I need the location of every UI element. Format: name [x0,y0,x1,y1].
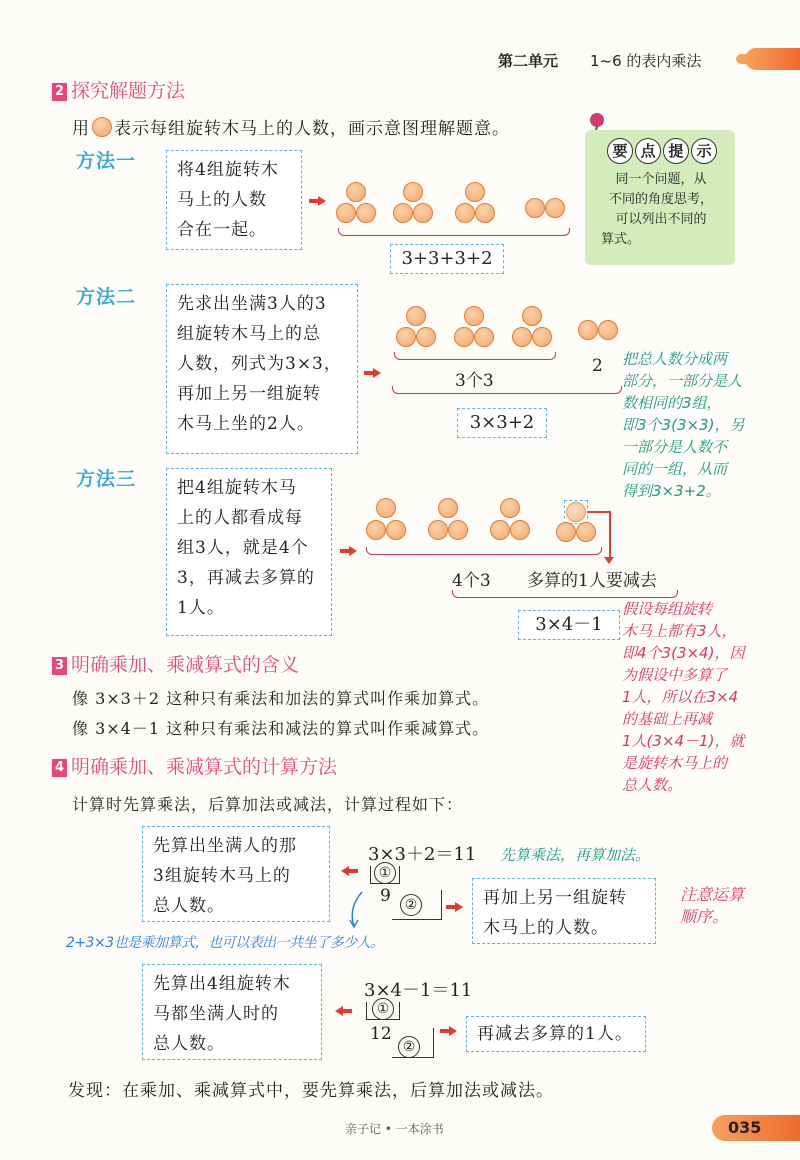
note-line: 注意运算 [680,885,745,904]
person-dot [393,203,413,223]
brace [392,386,622,394]
calc-1-intermediate: 9 [380,886,391,906]
arrow-right-icon [309,196,327,206]
person-dot [474,327,494,347]
person-dot [454,327,474,347]
calc-2-right-box [466,1016,646,1052]
arrow-left-icon [334,1006,352,1016]
person-dot [346,182,366,202]
calc-1-right-box [472,878,656,944]
method-3-expression: 3×4－1 [518,610,620,640]
note-line: 总人数。 [622,776,683,794]
person-dot [438,498,458,518]
note-line: 木马上都有3人， [622,622,737,640]
label-remainder: 2 [592,356,603,376]
calc-2-equation: 3×4－1＝11 [364,980,473,1001]
header-bar [745,48,800,70]
step-2-marker: ② [400,894,422,916]
label-groups: 4个3 [452,571,491,591]
note-line: 1人，所以在3×4 [622,688,739,706]
brace [394,352,556,360]
arrow-down-icon [604,557,614,564]
person-dot [556,522,576,542]
footer-brand: 亲子记 • 一本涂书 [345,1122,444,1136]
tip-char: 点 [635,138,661,164]
tip-char: 提 [663,138,689,164]
tip-heading [607,138,719,164]
box-line: 先求出坐满3人的3 [177,294,327,314]
note-line: 为假设中多算了 [622,666,728,684]
calc-1-left-box [142,826,330,922]
bracket [392,1028,434,1058]
tip-char: 要 [607,138,633,164]
section-title-text: 明确乘加、乘减算式的计算方法 [71,756,338,778]
tip-line: 不同的角度思考， [608,192,713,207]
person-dot [464,306,484,326]
person-dot [532,327,552,347]
box-line: 合在一起。 [177,220,267,240]
person-dot [545,198,565,218]
section-title-text: 探究解题方法 [71,80,186,102]
note-line: 把总人数分成两 [622,350,728,368]
pointer-line [609,511,611,559]
box-line: 木马上的人数。 [483,918,609,938]
box-line: 1人。 [177,598,225,618]
note-line: 顺序。 [680,907,729,926]
note-line: 部分，一部分是人 [622,372,743,390]
tip-card [585,130,735,265]
handwritten-note-pink [622,598,744,796]
section-number: 4 [52,759,67,777]
box-line: 木马上坐的2人。 [177,414,315,434]
step-1-marker: ① [372,998,394,1020]
box-line: 先算出坐满人的那 [153,836,297,856]
tip-line: 可以列出不同的 [615,212,707,227]
box-line: 先算出4组旋转木 [153,974,291,994]
note-line: 即3个3(3×3)，另 [622,416,745,434]
person-dot [406,306,426,326]
step-2-marker: ② [398,1036,420,1058]
person-dot [403,182,423,202]
handwritten-note-blue: 2+3×3也是乘加算式，也可以表出一共坐了多少人。 [66,935,384,951]
method-1-expression: 3+3+3+2 [390,244,504,274]
label-groups: 3个3 [455,371,494,391]
person-dot [455,203,475,223]
box-line: 再加上另一组旋转 [483,888,627,908]
method-1-box [166,150,302,250]
person-dot [448,520,468,540]
intro-line [72,114,510,139]
arrow-right-icon [340,546,358,556]
arrow-right-icon [440,1026,458,1036]
box-line: 把4组旋转木马 [177,478,297,498]
person-dot [578,320,598,340]
calc-1-equation: 3×3＋2＝11 [368,844,477,865]
box-line: 3组旋转木马上的 [153,866,291,886]
box-line: 组3人，就是4个 [177,538,309,558]
brace [366,547,602,555]
note-line: 得到3×3+2。 [622,482,721,500]
extra-person-dot [566,502,586,522]
circle-icon [92,117,112,137]
person-dot [598,320,618,340]
person-dot [465,182,485,202]
person-dot [386,520,406,540]
method-3-label: 方法三 [76,468,137,490]
person-dot [522,306,542,326]
box-line: 马都坐满人时的 [153,1004,279,1024]
person-dot [336,203,356,223]
person-dot [500,498,520,518]
section-title-text: 明确乘加、乘减算式的含义 [71,654,300,676]
box-line: 总人数。 [153,896,225,916]
method-1-label: 方法一 [76,150,137,172]
person-dot [475,203,495,223]
definition-line: 像 3×4－1 这种只有乘法和减法的算式叫作乘减算式。 [72,719,490,738]
person-dot [428,520,448,540]
method-2-label: 方法二 [76,286,137,308]
bracket [392,890,442,920]
calc-1-note: 先算乘法，再算加法。 [500,846,651,864]
note-line: 数相同的3组， [622,394,722,412]
tip-line: 同一个问题，从 [615,172,707,187]
step-1-marker: ① [374,862,396,884]
person-dot [376,498,396,518]
box-line: 再减去多算的1人。 [477,1024,633,1044]
method-2-box [166,284,358,454]
handwritten-note-green [622,348,744,502]
note-line: 一部分是人数不 [622,438,728,456]
note-line: 的基础上再减 [622,710,713,728]
person-dot [490,520,510,540]
arrow-right-icon [446,902,464,912]
section-4-intro: 计算时先算乘法，后算加法或减法，计算过程如下： [72,795,464,814]
section-2-title [52,76,185,103]
pointer-line [588,511,610,513]
finding-text: 发现：在乘加、乘减算式中，要先算乘法，后算加法或减法。 [68,1081,554,1101]
brace [452,590,678,598]
box-line: 将4组旋转木 [177,160,279,180]
arrow-left-icon [340,866,358,876]
method-2-expression: 3×3+2 [457,408,547,438]
section-number: 2 [52,83,67,101]
section-number: 3 [52,657,67,675]
box-line: 3，再减去多算的 [177,568,315,588]
box-line: 组旋转木马上的总 [177,324,321,344]
person-dot [525,198,545,218]
person-dot [366,520,386,540]
label-extra: 多算的1人要减去 [527,571,657,591]
definition-line: 像 3×3＋2 这种只有乘法和加法的算式叫作乘加算式。 [72,689,490,708]
note-line: 同的一组，从而 [622,460,728,478]
intro-pre: 用 [72,119,90,139]
note-line: 假设每组旋转 [622,600,713,618]
tip-body [595,170,727,250]
box-line: 人数，列式为3×3， [177,354,342,374]
unit-title: 第二单元 [498,52,559,70]
box-line: 总人数。 [153,1034,225,1054]
order-note [680,884,744,928]
tip-char: 示 [691,138,717,164]
arrow-right-icon [364,368,382,378]
tip-line: 算式。 [601,232,641,247]
section-4-title [52,752,337,779]
calc-2-left-box [142,964,322,1060]
box-line: 马上的人数 [177,190,267,210]
box-line: 再加上另一组旋转 [177,384,321,404]
person-dot [356,203,376,223]
topic-title: 1~6 的表内乘法 [590,52,702,70]
person-dot [396,327,416,347]
section-3-title [52,650,299,677]
pointer-arrow-icon [340,890,370,930]
intro-post: 表示每组旋转木马上的人数，画示意图理解题意。 [114,119,510,139]
person-dot [416,327,436,347]
note-line: 1人(3×4－1)，就 [622,732,745,750]
person-dot [510,520,530,540]
calc-2-intermediate: 12 [370,1024,392,1044]
method-3-box [166,468,332,636]
box-line: 上的人都看成每 [177,508,303,528]
person-dot [512,327,532,347]
note-line: 即4个3(3×4)，因 [622,644,745,662]
brace [338,228,570,236]
page-number: 035 [728,1118,762,1137]
person-dot [413,203,433,223]
note-line: 是旋转木马上的 [622,754,728,772]
person-dot [576,522,596,542]
